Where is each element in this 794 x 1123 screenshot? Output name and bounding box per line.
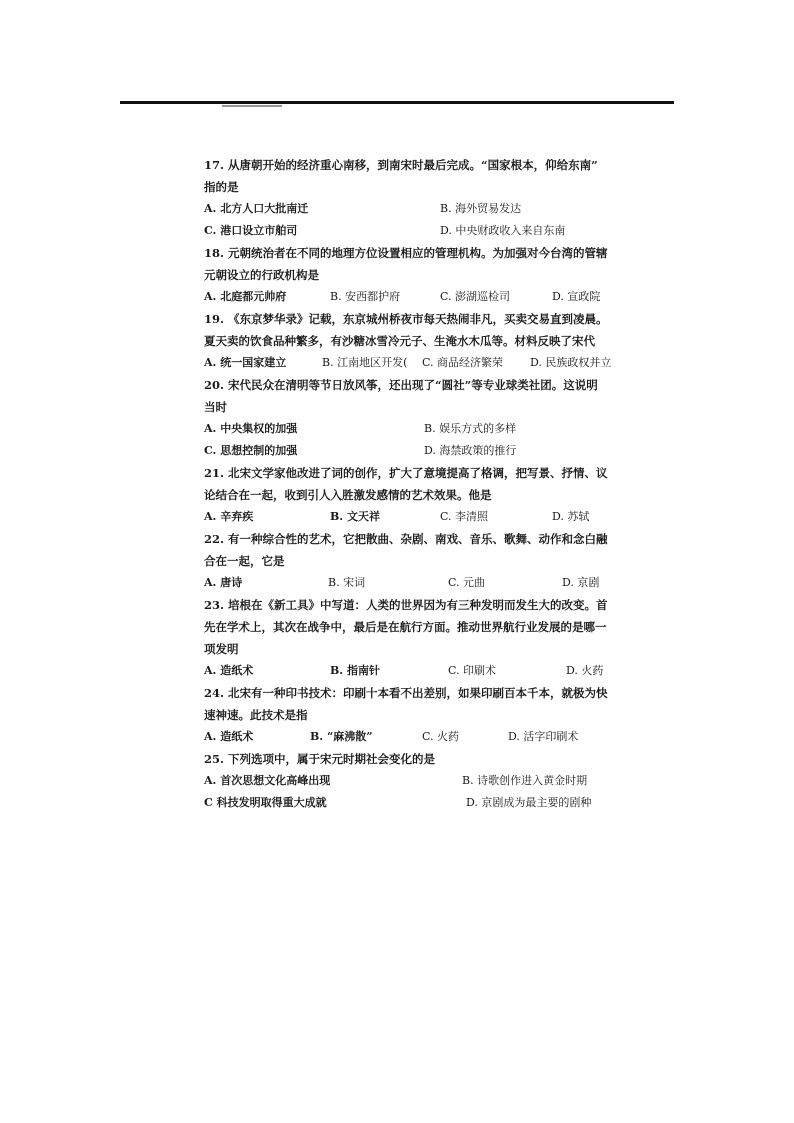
q24-stem-line2: 速神速。此技术是指 bbox=[204, 708, 308, 722]
q25-option-b: B. 诗歌创作进入黄金时期 bbox=[462, 774, 588, 787]
q18-option-c: C. 澎湖巡检司 bbox=[440, 290, 511, 303]
q20-option-b: B. 娱乐方式的多样 bbox=[424, 422, 517, 435]
q17-option-b: B. 海外贸易发达 bbox=[440, 202, 522, 215]
q17-option-c: C. 港口设立市舶司 bbox=[204, 224, 298, 237]
q23-stem-line2: 先在学术上，其次在战争中，最后是在航行方面。推动世界航行业发展的是哪一 bbox=[204, 620, 607, 634]
q25-option-d: D. 京剧成为最主要的剧种 bbox=[466, 796, 592, 809]
q21-stem-line2: 论结合在一起，收到引人入胜激发感情的艺术效果。他是 bbox=[204, 488, 492, 502]
q18-stem-line2: 元朝设立的行政机构是 bbox=[204, 268, 319, 282]
q23-stem-line1: 23. 培根在《新工具》中写道：人类的世界因为有三种发明而发生大的改变。首 bbox=[204, 598, 608, 612]
q23-option-c: C. 印刷术 bbox=[448, 664, 497, 677]
q18-option-a: A. 北庭都元帅府 bbox=[204, 290, 287, 303]
q22-option-c: C. 元曲 bbox=[448, 576, 486, 589]
q18-option-d: D. 宣政院 bbox=[552, 290, 601, 303]
q19-option-d: D. 民族政权并立 bbox=[530, 356, 612, 369]
q22-stem-line1: 22. 有一种综合性的艺术，它把散曲、杂剧、南戏、音乐、歌舞、动作和念白融 bbox=[204, 532, 608, 546]
q23-option-d: D. 火药 bbox=[566, 664, 604, 677]
q17-option-d: D. 中央财政收入来自东南 bbox=[440, 224, 566, 237]
q18-option-b: B. 安西都护府 bbox=[330, 290, 401, 303]
q22-option-b: B. 宋词 bbox=[328, 576, 366, 589]
q18-stem-line1: 18. 元朝统治者在不同的地理方位设置相应的管理机构。为加强对今台湾的管辖 bbox=[204, 246, 608, 260]
q17-option-a: A. 北方人口大批南迁 bbox=[204, 202, 309, 215]
q19-option-c: C. 商品经济繁荣 bbox=[422, 356, 504, 369]
q22-option-a: A. 唐诗 bbox=[204, 576, 243, 589]
q23-stem-line3: 项发明 bbox=[204, 642, 239, 656]
q23-option-a: A. 造纸术 bbox=[204, 664, 254, 677]
q25-stem-line1: 25. 下列选项中，属于宋元时期社会变化的是 bbox=[204, 752, 436, 766]
q19-option-a: A. 统一国家建立 bbox=[204, 356, 287, 369]
q21-stem-line1: 21. 北宋文学家他改进了词的创作，扩大了意境提高了格调，把写景、抒情、议 bbox=[204, 466, 608, 480]
q22-option-d: D. 京剧 bbox=[562, 576, 600, 589]
q17-stem-line1: 17. 从唐朝开始的经济重心南移，到南宋时最后完成。“国家根本，仰给东南” bbox=[204, 158, 598, 172]
q25-option-a: A. 首次思想文化高峰出现 bbox=[204, 774, 331, 787]
q20-option-a: A. 中央集权的加强 bbox=[204, 422, 298, 435]
q21-option-b: B. 文天祥 bbox=[330, 510, 380, 523]
header-rule-shadow bbox=[222, 105, 282, 107]
q19-option-b: B. 江南地区开发( bbox=[322, 356, 408, 369]
q24-option-b: B. “麻沸散” bbox=[310, 730, 373, 743]
q19-stem-line2: 夏天卖的饮食品种繁多，有沙糖冰雪冷元子、生淹水木瓜等。材料反映了宋代 bbox=[204, 334, 595, 348]
header-rule bbox=[120, 101, 674, 104]
q21-option-c: C. 李清照 bbox=[440, 510, 489, 523]
q21-option-d: D. 苏轼 bbox=[552, 510, 590, 523]
q20-option-c: C. 思想控制的加强 bbox=[204, 444, 298, 457]
q23-option-b: B. 指南针 bbox=[330, 664, 380, 677]
q24-option-a: A. 造纸术 bbox=[204, 730, 254, 743]
q20-option-d: D. 海禁政策的推行 bbox=[424, 444, 517, 457]
q19-stem-line1: 19. 《东京梦华录》记载，东京城州桥夜市每天热闹非凡，买卖交易直到凌晨。 bbox=[204, 312, 608, 326]
q21-option-a: A. 辛弃疾 bbox=[204, 510, 254, 523]
q24-stem-line1: 24. 北宋有一种印书技术：印刷十本看不出差别，如果印刷百本千本，就极为快 bbox=[204, 686, 608, 700]
q20-stem-line1: 20. 宋代民众在清明等节日放风筝，还出现了“圆社”等专业球类社团。这说明 bbox=[204, 378, 598, 392]
q17-stem-line2: 指的是 bbox=[204, 180, 239, 194]
q24-option-d: D. 活字印刷术 bbox=[508, 730, 579, 743]
q20-stem-line2: 当时 bbox=[204, 400, 227, 414]
q24-option-c: C. 火药 bbox=[422, 730, 460, 743]
q22-stem-line2: 合在一起，它是 bbox=[204, 554, 285, 568]
q25-option-c: C 科技发明取得重大成就 bbox=[204, 796, 327, 809]
